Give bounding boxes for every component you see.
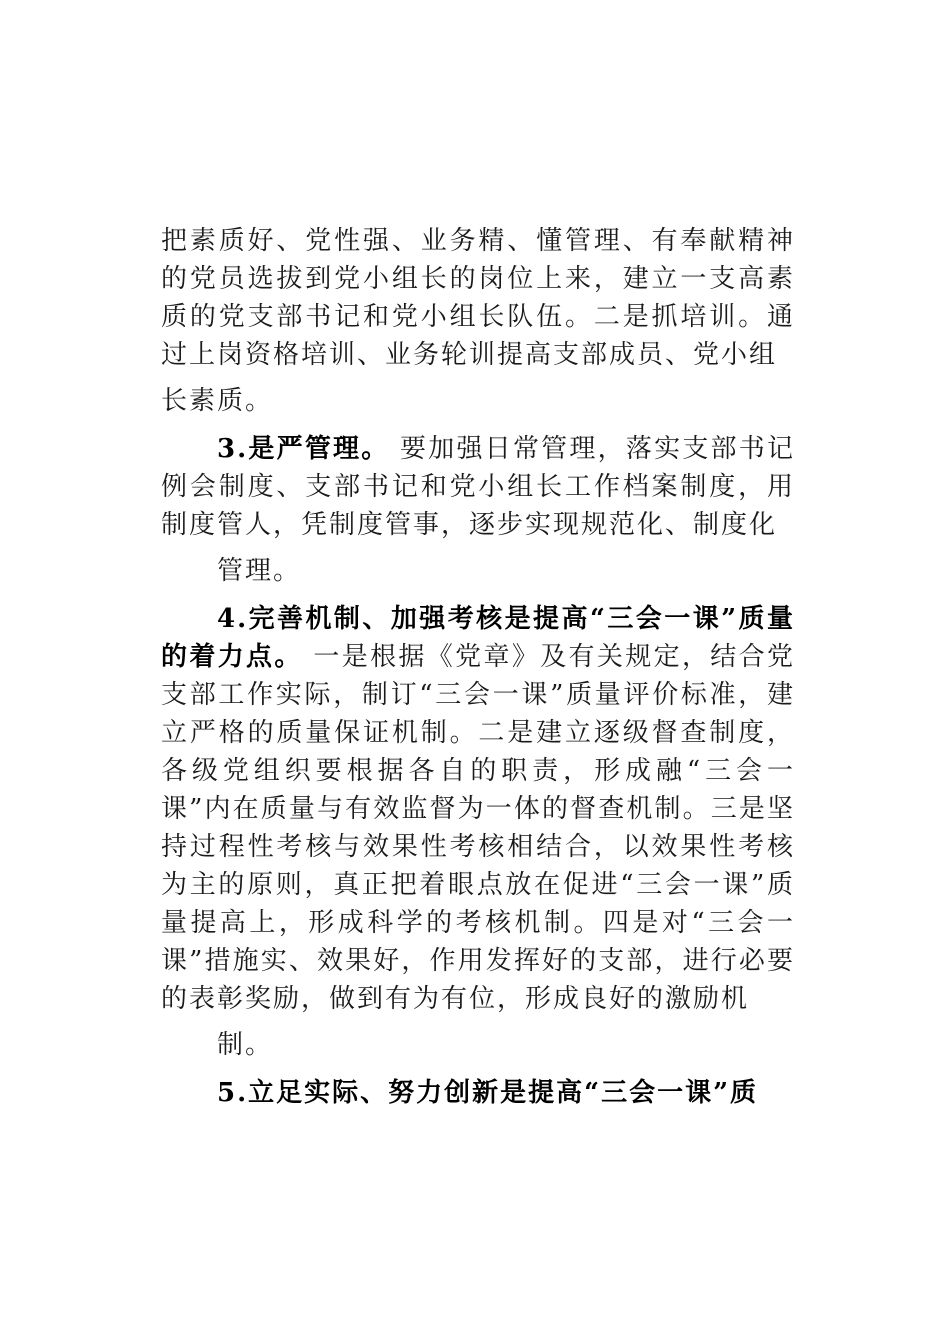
document-body — [161, 222, 795, 1122]
paragraph-2-heading: 3.是严管理。 — [217, 434, 390, 464]
paragraph-2-body: 要加强日常管理，落实支部书记例会制度、支部书记和党小组长工作档案制度，用制度管人，凭制度管事，逐步实现规范化、制度化 — [161, 434, 796, 540]
paragraph-4-heading: 5.立足实际、努力创新是提高“三会一课”质 — [217, 1078, 759, 1108]
paragraph-2-tail: 管理。 — [217, 556, 302, 586]
paragraph-1-tail: 长素质。 — [161, 386, 274, 416]
paragraph-4 — [161, 1074, 795, 1112]
paragraph-3 — [161, 600, 795, 1064]
paragraph-2 — [161, 430, 795, 590]
paragraph-1-body: 把素质好、党性强、业务精、懂管理、有奉献精神的党员选拔到党小组长的岗位上来，建立一支高素质的党支部书记和党小组长队伍。二是抓培训。通过上岗资格培训、业务轮训提高支部成员、党小组 — [161, 226, 795, 370]
paragraph-1 — [161, 222, 795, 420]
paragraph-3-tail: 制。 — [217, 1030, 274, 1060]
paragraph-3-body: 一是根据《党章》及有关规定，结合党支部工作实际，制订“三会一课”质量评价标准，建立严格的质量保证机制。二是建立逐级督查制度，各级党组织要根据各自的职责，形成融“三会一课”内在质量与有效监督为一体的督查机制。三是坚持过程性考核与效果性考核相结合，以效果性考核为主的原则，真正把着眼点放在促进“三会一课”质量提高上，形成科学的考核机制。四是对“三会一课”措施实、效果好，作用发挥好的支部，进行必要的表彰奖励，做到有为有位，形成良好的激励机 — [161, 642, 795, 1014]
paragraph-3-heading: 4.完善机制、加强考核是提高“三会一课”质量的着力点。 — [161, 604, 795, 672]
